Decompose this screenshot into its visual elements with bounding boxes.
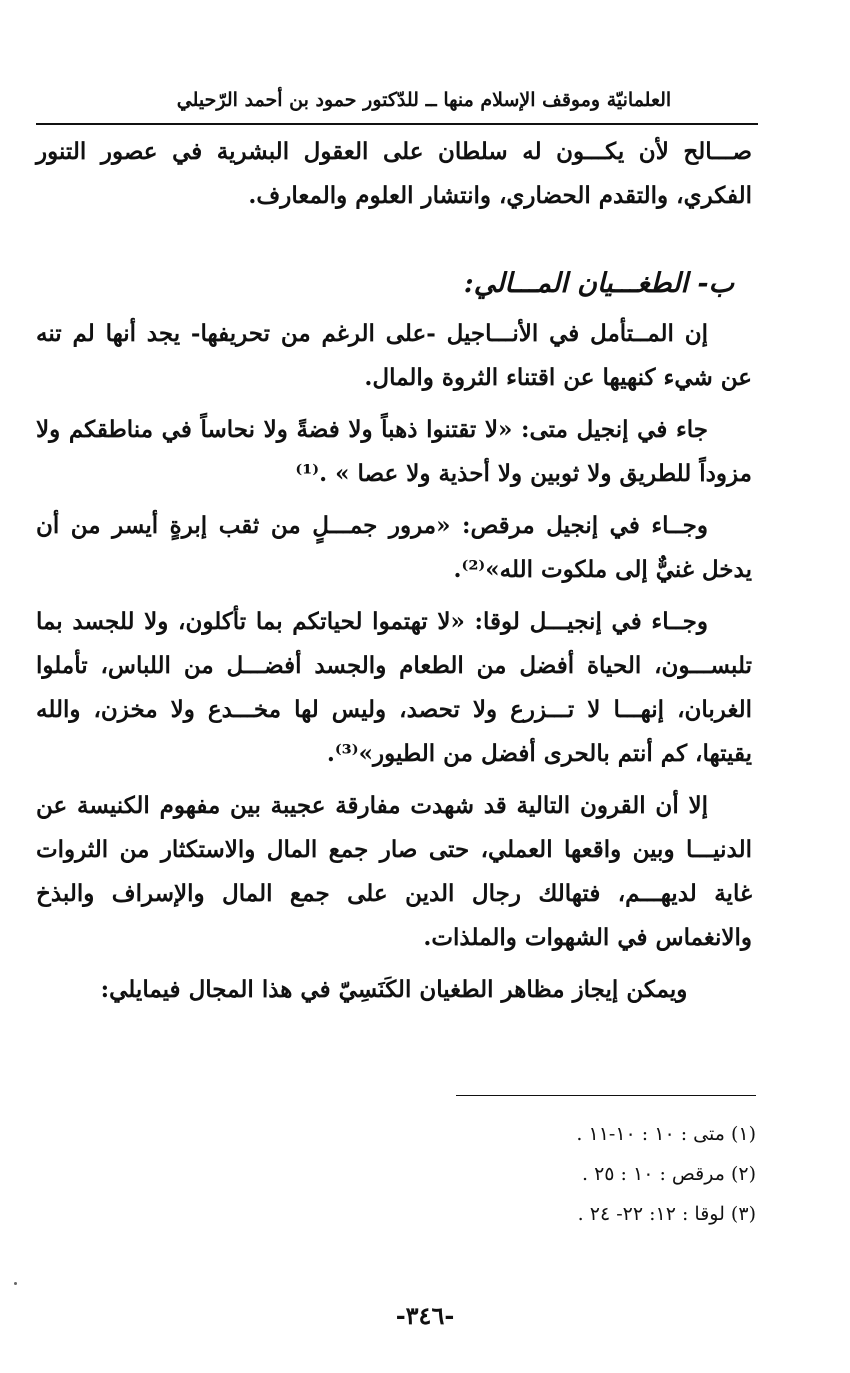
running-header: العلمانيّة وموقف الإسلام منها ــ للدّكتور حمود بن أحمد الرّحيلي [176,89,672,111]
paragraph: وجــاء في إنجيل مرقص: «مرور جمـــلٍ من ثقب إبرةٍ أيسر من أن يدخل غنيٌّ إلى ملكوت الله»⁽²⁾. [36,512,752,583]
paragraph: إلا أن القرون التالية قد شهدت مفارقة عجيبة بين مفهوم الكنيسة عن الدنيـــا وبين واقعها العملي، حتى صار جمع المال والاستكثار من الثروات غاية لديهـــم، فتهالك رجال الدين على جمع المال والإسراف والبذخ والانغماس في الشهوات والملذات. [36,792,752,951]
main-text [36,130,752,1012]
footnotes [300,1114,756,1234]
footnote: (٢) مرقص : ١٠ : ٢٥ . [581,1163,756,1185]
continuation-paragraph: صـــالح لأن يكـــون له سلطان على العقول البشرية في عصور التنور الفكري، والتقدم الحضاري، وانتشار العلوم والمعارف. [36,138,752,209]
paragraph: وجــاء في إنجيـــل لوقا: «لا تهتموا لحياتكم بما تأكلون، ولا للجسد بما تلبســـون، الحياة أفضل من الطعام والجسد أفضـــل من اللباس، تأملوا الغربان، إنهـــا لا تـــزرع ولا تحصد، وليس لها مخـــدع ولا مخزن، والله يقيتها، كم أنتم بالحرى أفضل من الطيور»⁽³⁾. [36,608,752,767]
paragraph: جاء في إنجيل متى: «لا تقتنوا ذهباً ولا فضةً ولا نحاساً في مناطقكم ولا مزوداً للطريق ولا ثوبين ولا أحذية ولا عصا » .⁽¹⁾ [36,416,752,487]
section-heading: ب- الطغـــيان المـــالي: [463,268,734,299]
footnote: (٣) لوقا : ١٢: ٢٢- ٢٤ . [577,1203,756,1225]
header-rule [36,123,758,125]
closing-line: ويمكن إيجاز مظاهر الطغيان الكَنَسِيّ في هذا المجال فيمايلي: [100,976,688,1003]
footnote: (١) متى : ١٠ : ١٠-١١ . [576,1123,756,1145]
paragraph: إن المــتأمل في الأنـــاجيل -على الرغم من تحريفها- يجد أنها لم تنه عن شيء كنهيها عن اقتناء الثروة والمال. [36,320,752,391]
footnote-rule [456,1095,756,1096]
page-number: -٣٤٦- [395,1301,455,1330]
scan-speck [14,1282,17,1285]
